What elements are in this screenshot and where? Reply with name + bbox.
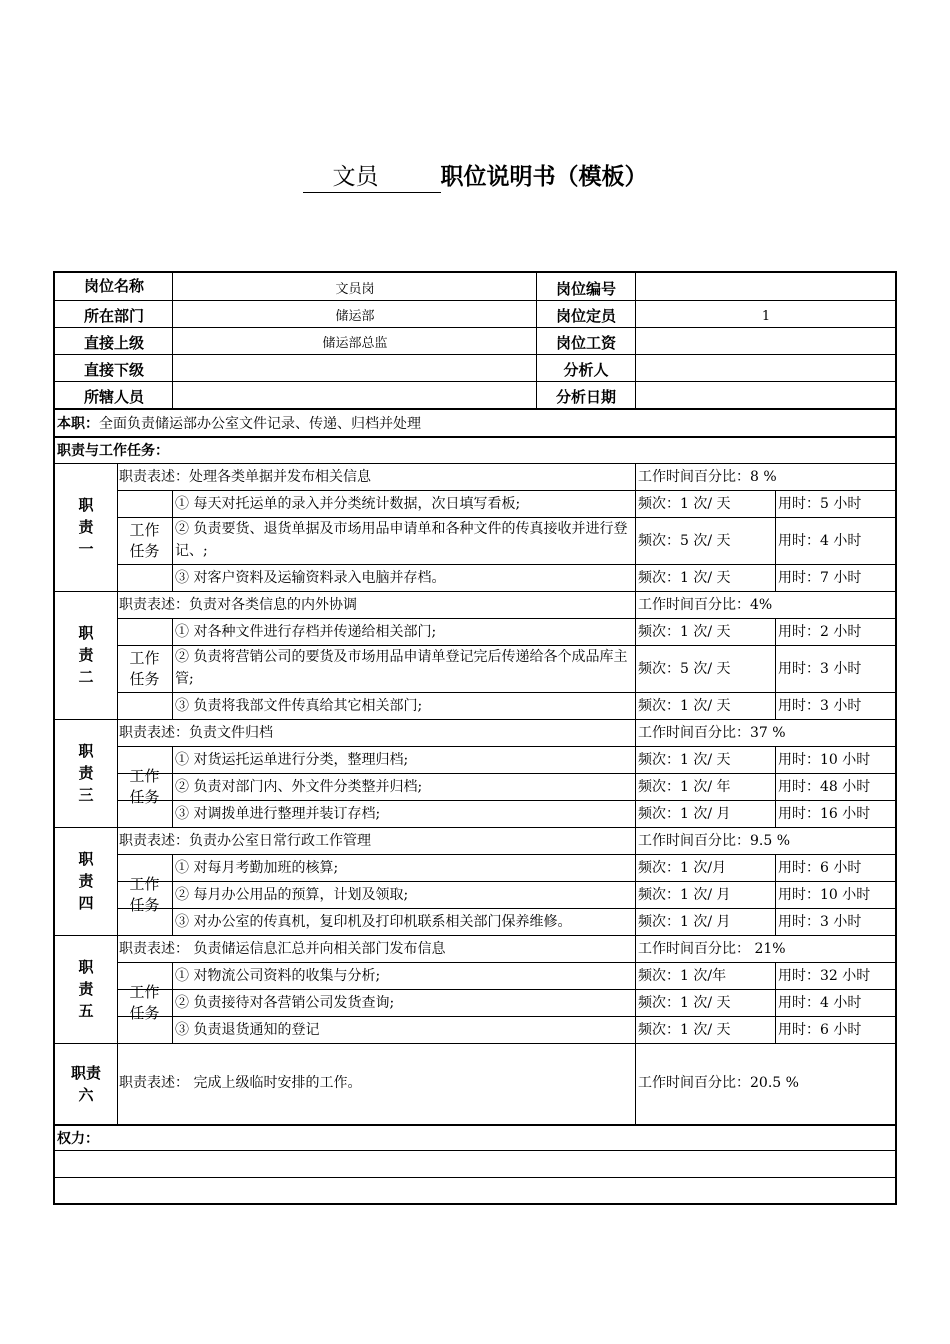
duties-header: 职责与工作任务： [57,443,169,459]
grid-line [117,773,895,774]
duty-name [55,827,117,935]
task-frequency: 频次：1 次/ 年 [638,779,731,795]
task-duration: 用时：5 小时 [778,496,862,512]
grid-line [117,1043,118,1124]
duty6-time-percent: 工作时间百分比：20.5 % [638,1075,799,1091]
task-text: ② 负责要货、退货单据及市场用品申请单和各种文件的传真接收并进行登记、; [175,521,628,559]
grid-line [635,591,636,719]
grid-line [172,490,173,591]
duty-name-text: 职 责 五 [78,958,94,1020]
task-label-text: 工作 任务 [129,648,160,688]
task-frequency: 频次：1 次/月 [638,860,727,876]
label-subordinate: 直接下级 [83,361,144,379]
duty6-description: 职责表述： 完成上级临时安排的工作。 [119,1075,362,1091]
task-label-text: 工作 任务 [129,520,160,560]
task-frequency: 频次：1 次/ 天 [638,752,731,768]
label-analyst: 分析人 [563,361,609,379]
benzhi-row [57,410,893,436]
duty-time-percent: 工作时间百分比：9.5 % [638,833,791,849]
label-position-name: 岗位名称 [83,277,144,295]
value-headcount: 1 [761,309,771,324]
task-label-text: 工作 任务 [129,982,160,1022]
task-text: ① 对货运托运单进行分类，整理归档; [175,752,409,768]
benzhi-text: 全面负责储运部办公室文件记录、传递、归档并处理 [99,416,421,432]
task-label [117,490,172,591]
grid-line [775,746,776,827]
duty6-name-text: 职责 六 [70,1063,101,1104]
grid-line [117,591,118,719]
label-supervisor: 直接上级 [83,334,144,352]
grid-line [117,800,895,801]
task-label [117,962,172,1043]
benzhi-label: 本职： [57,416,99,432]
grid-line [635,719,636,827]
task-duration: 用时：10 小时 [778,752,871,768]
task-text: ③ 对调拨单进行整理并装订存档; [175,806,381,822]
grid-line [775,490,776,591]
duty-description: 职责表述：负责对各类信息的内外协调 [119,597,357,613]
duty-description: 职责表述： 负责储运信息汇总并向相关部门发布信息 [119,941,446,957]
label-department: 所在部门 [83,307,144,325]
label-staff: 所辖人员 [83,388,144,406]
task-text: ② 负责对部门内、外文件分类整并归档; [175,779,423,795]
task-duration: 用时：4 小时 [778,995,862,1011]
duty-name [55,719,117,827]
grid-line [635,935,636,1043]
page-title [0,158,950,193]
task-duration: 用时：10 小时 [778,887,871,903]
grid-line [117,490,895,491]
task-text: ① 对各种文件进行存档并传递给相关部门; [175,624,437,640]
grid-line [775,854,776,935]
task-duration: 用时：3 小时 [778,698,862,714]
duty-time-percent: 工作时间百分比：37 % [638,725,786,741]
task-text: ③ 负责将我部文件传真给其它相关部门; [175,698,423,714]
duty6-name [55,1043,117,1124]
grid-line [117,645,895,646]
label-salary: 岗位工资 [555,334,616,352]
duty-time-percent: 工作时间百分比： 21% [638,941,786,957]
duty-description: 职责表述：负责办公室日常行政工作管理 [119,833,371,849]
task-text: ② 负责接待对各营销公司发货查询; [175,995,395,1011]
value-staff [173,381,537,408]
value-department: 储运部 [335,309,375,324]
title-suffix: 职位说明书（模板） [440,164,648,190]
grid-line [117,719,118,827]
task-frequency: 频次：1 次/ 月 [638,914,731,930]
grid-line [635,827,636,935]
grid-line [117,517,895,518]
duty-name [55,591,117,719]
grid-line [172,962,173,1043]
grid-line [775,618,776,719]
grid-line [117,854,895,855]
task-text: ② 负责将营销公司的要货及市场用品申请单登记完后传递给各个成品库主管; [175,649,628,687]
duty-name-text: 职 责 三 [78,742,94,804]
position-name: 文员 [303,162,441,193]
duty-description: 职责表述：负责文件归档 [119,725,273,741]
duty-description: 职责表述：处理各类单据并发布相关信息 [119,469,371,485]
duty-name-text: 职 责 二 [78,624,94,686]
job-description-table [53,271,897,1205]
task-frequency: 频次：1 次/ 天 [638,698,731,714]
duty-time-percent: 工作时间百分比：8 % [638,469,777,485]
task-duration: 用时：3 小时 [778,914,862,930]
task-text: ① 对物流公司资料的收集与分析; [175,968,381,984]
grid-line [117,935,118,1043]
value-position-name: 文员岗 [335,282,375,297]
task-duration: 用时：6 小时 [778,1022,862,1038]
task-text: ③ 对办公室的传真机，复印机及打印机联系相关部门保养维修。 [175,914,572,930]
task-duration: 用时：16 小时 [778,806,871,822]
task-text: ③ 对客户资料及运输资料录入电脑并存档。 [175,570,446,586]
task-text: ② 每月办公用品的预算，计划及领取; [175,887,409,903]
value-position-code [635,273,897,300]
grid-line [635,463,636,591]
value-analysis-date [635,381,897,408]
task-frequency: 频次：5 次/ 天 [638,533,731,549]
grid-line [117,962,895,963]
task-duration: 用时：3 小时 [778,661,862,677]
task-label [117,746,172,827]
task-label-text: 工作 任务 [129,766,160,806]
task-duration: 用时：2 小时 [778,624,862,640]
task-frequency: 频次：1 次/ 天 [638,624,731,640]
grid-line [635,1043,636,1124]
task-frequency: 频次：1 次/ 天 [638,1022,731,1038]
value-subordinate [173,354,537,381]
grid-line [117,1016,895,1017]
task-duration: 用时：32 小时 [778,968,871,984]
task-frequency: 频次：5 次/ 天 [638,661,731,677]
grid-line [117,908,895,909]
duty-name-text: 职 责 四 [78,850,94,912]
grid-line [117,692,895,693]
task-duration: 用时：4 小时 [778,533,862,549]
grid-line [117,463,118,591]
grid-line [117,746,895,747]
label-headcount: 岗位定员 [555,307,616,325]
duty-time-percent: 工作时间百分比：4% [638,597,773,613]
task-duration: 用时：48 小时 [778,779,871,795]
task-label-text: 工作 任务 [129,874,160,914]
task-frequency: 频次：1 次/ 月 [638,806,731,822]
task-duration: 用时：7 小时 [778,570,862,586]
duty-name-text: 职 责 一 [78,496,94,558]
grid-line [172,746,173,827]
grid-line [117,989,895,990]
task-duration: 用时：6 小时 [778,860,862,876]
label-position-code: 岗位编号 [555,280,616,298]
quanli-label: 权力： [57,1131,99,1147]
task-frequency: 频次：1 次/ 月 [638,887,731,903]
grid-line [117,827,118,935]
task-label [117,854,172,935]
grid-line [117,881,895,882]
task-text: ③ 负责退货通知的登记 [175,1022,320,1038]
task-frequency: 频次：1 次/ 天 [638,496,731,512]
task-frequency: 频次：1 次/ 天 [638,570,731,586]
grid-line [117,564,895,565]
value-supervisor: 储运部总监 [322,336,388,351]
task-text: ① 每天对托运单的录入并分类统计数据，次日填写看板; [175,496,521,512]
grid-line [117,618,895,619]
value-analyst [635,354,897,381]
value-salary [635,327,897,354]
task-frequency: 频次：1 次/年 [638,968,727,984]
grid-line [172,854,173,935]
duty-name [55,463,117,591]
label-analysis-date: 分析日期 [555,388,616,406]
task-text: ① 对每月考勤加班的核算; [175,860,339,876]
duty-name [55,935,117,1043]
grid-line [172,618,173,719]
task-label [117,618,172,719]
task-frequency: 频次：1 次/ 天 [638,995,731,1011]
grid-line [775,962,776,1043]
